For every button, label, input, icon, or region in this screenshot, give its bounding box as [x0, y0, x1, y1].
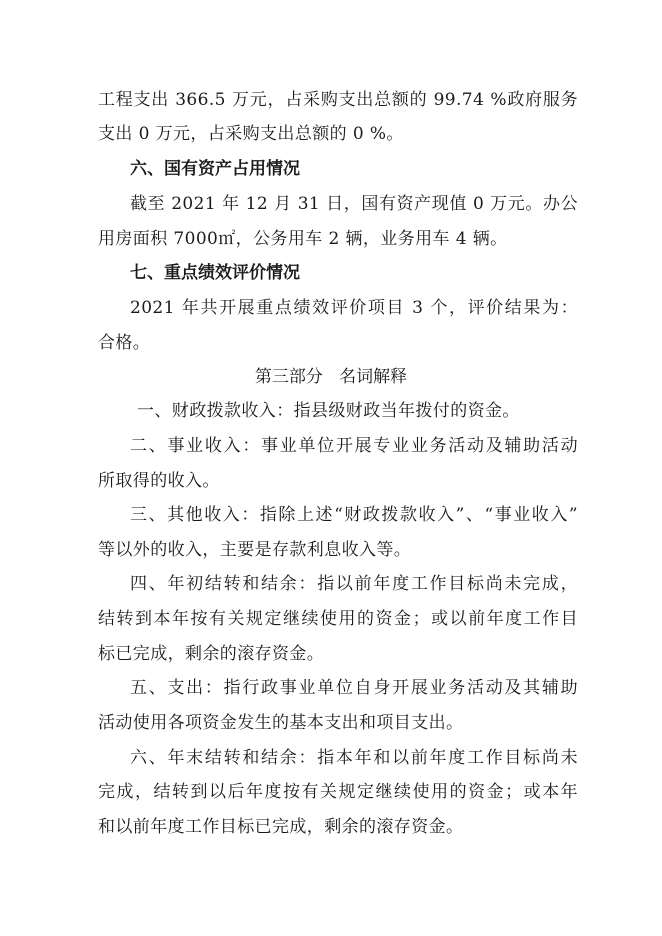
definition-line: 三、其他收入：指除上述“财政拨款收入”、“事业收入”	[130, 505, 578, 525]
definition-line: 完成，结转到以后年度按有关规定继续使用的资金；或本年	[98, 782, 578, 802]
definition-line: 六、年末结转和结余：指本年和以前年度工作目标尚未	[130, 748, 578, 768]
section-heading-performance: 七、重点绩效评价情况	[130, 263, 300, 283]
part-three-title: 第三部分 名词解释	[254, 367, 408, 387]
assets-text-line: 用房面积 7000㎡，公务用车 2 辆，业务用车 4 辆。	[98, 229, 508, 249]
definition-line: 一、财政拨款收入：指县级财政当年拨付的资金。	[137, 401, 520, 421]
definition-line: 结转到本年按有关规定继续使用的资金；或以前年度工作目	[98, 609, 578, 629]
procurement-text-line: 支出 0 万元，占采购支出总额的 0 %。	[98, 124, 404, 144]
definition-line: 活动使用各项资金发生的基本支出和项目支出。	[98, 713, 464, 733]
section-heading-assets: 六、国有资产占用情况	[130, 159, 300, 179]
performance-text-line: 合格。	[98, 333, 151, 353]
assets-text-line: 截至 2021 年 12 月 31 日，国有资产现值 0 万元。办公	[130, 194, 578, 214]
definition-line: 四、年初结转和结余：指以前年度工作目标尚未完成，	[130, 574, 578, 594]
definition-line: 所取得的收入。	[98, 471, 220, 491]
definition-line: 二、事业收入：事业单位开展专业业务活动及辅助活动	[130, 436, 578, 456]
definition-line: 等以外的收入，主要是存款利息收入等。	[98, 540, 412, 560]
definition-line: 标已完成，剩余的滚存资金。	[98, 644, 325, 664]
performance-text-line: 2021 年共开展重点绩效评价项目 3 个，评价结果为：	[130, 298, 578, 318]
definition-line: 五、支出：指行政事业单位自身开展业务活动及其辅助	[130, 678, 578, 698]
procurement-text-line: 工程支出 366.5 万元，占采购支出总额的 99.74 %政府服务	[98, 90, 578, 110]
definition-line: 和以前年度工作目标已完成，剩余的滚存资金。	[98, 817, 464, 837]
